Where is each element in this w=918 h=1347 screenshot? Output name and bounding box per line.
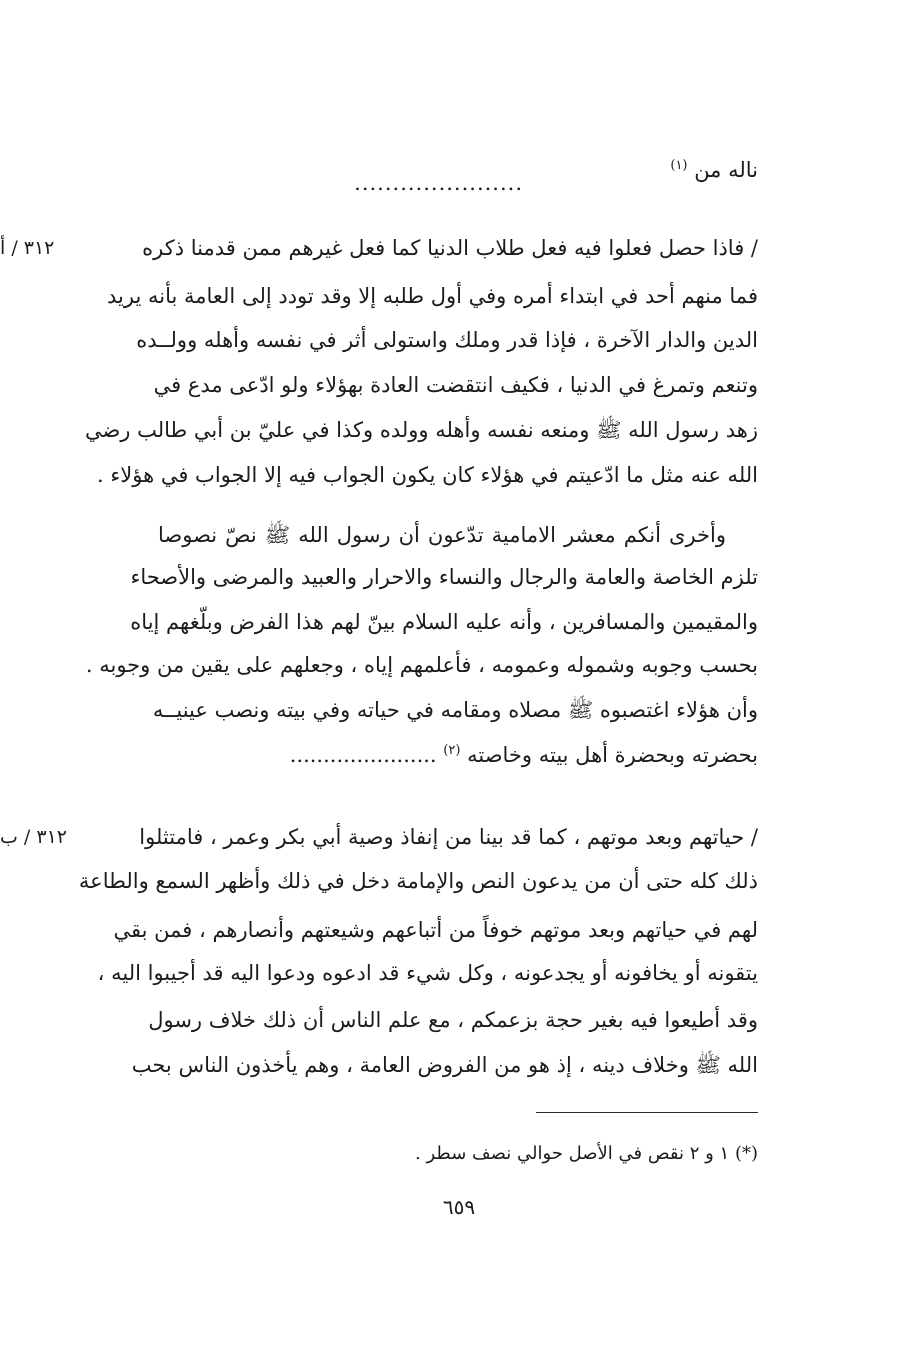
paragraph-2-line-6 <box>290 740 758 770</box>
paragraph-2-last-text: بحضرته وبحضرة أهل بيته وخاصته <box>467 743 758 767</box>
paragraph-3-line-2: ذلك كله حتى أن من يدعون النص والإمامة دخل في ذلك وأظهر السمع والطاعة <box>78 869 758 893</box>
footnote-ref-1: (١) <box>670 158 688 173</box>
page-number: ٦٥٩ <box>442 1195 476 1219</box>
footnote-ref-2: (٢) <box>443 743 461 758</box>
footnote: (*) ١ و ٢ نقص في الأصل حوالي نصف سطر . <box>415 1143 758 1164</box>
paragraph-3-line-3: لهم في حياتهم وبعد موتهم خوفاً من أتباعهم وشيعتهم وأنصارهم ، فمن بقي <box>113 918 758 942</box>
paragraph-1-line-5: زهد رسول الله ﷺ ومنعه نفسه وأهله وولده وكذا في عليّ بن أبي طالب رضي <box>84 418 758 442</box>
paragraph-3-line-1: / حياتهم وبعد موتهم ، كما قد بينا من إنفاذ وصية أبي بكر وعمر ، فامتثلوا <box>139 825 758 849</box>
paragraph-3-line-5: وقد أطيعوا فيه بغير حجة بزعمكم ، مع علم الناس أن ذلك خلاف رسول <box>148 1008 758 1032</box>
paragraph-1-line-3: الدين والدار الآخرة ، فإذا قدر وملك واستولى أثر في نفسه وأهله وولــده <box>136 328 758 352</box>
paragraph-3-line-4: يتقونه أو يخافونه أو يجدعونه ، وكل شيء قد ادعوه ودعوا اليه قد أجيبوا اليه ، <box>97 961 758 985</box>
paragraph-1-line-2: فما منهم أحد في ابتداء أمره وفي أول طلبه إلا وقد تودد إلى العامة بأنه يريد <box>107 284 758 308</box>
margin-folio-312b: ٣١٢ / ب <box>0 826 67 848</box>
paragraph-2-dots: ...................... <box>289 743 437 767</box>
paragraph-2-line-1: وأخرى أنكم معشر الامامية تدّعون أن رسول الله ﷺ نصّ نصوصا <box>158 523 726 547</box>
paragraph-2-line-2: تلزم الخاصة والعامة والرجال والنساء والاحرار والعبيد والمرضى والأصحاء <box>130 565 758 589</box>
paragraph-1-line-4: وتنعم وتمرغ في الدنيا ، فكيف انتقضت العادة بهؤلاء ولو ادّعى مدع في <box>153 373 758 397</box>
header-dots: ...................... <box>354 171 523 195</box>
paragraph-3-line-6: الله ﷺ وخلاف دينه ، إذ هو من الفروض العامة ، وهم يأخذون الناس بحب <box>131 1053 758 1077</box>
footnote-separator <box>536 1112 758 1113</box>
header-line <box>670 155 758 185</box>
paragraph-1-line-6: الله عنه مثل ما ادّعيتم في هؤلاء كان يكون الجواب فيه إلا الجواب في هؤلاء . <box>97 463 758 487</box>
paragraph-2-line-3: والمقيمين والمسافرين ، وأنه عليه السلام بينّ لهم هذا الفرض وبلّغهم إياه <box>130 610 758 634</box>
margin-folio-312a: ٣١٢ / أ <box>0 237 55 259</box>
paragraph-2-line-4: بحسب وجوبه وشموله وعمومه ، فأعلمهم إياه ، وجعلهم على يقين من وجوبه . <box>85 653 758 677</box>
paragraph-2-line-5: وأن هؤلاء اغتصبوه ﷺ مصلاه ومقامه في حياته وفي بيته ونصب عينيــه <box>152 698 758 722</box>
header-text: ناله من <box>694 158 758 182</box>
paragraph-1-line-1: / فاذا حصل فعلوا فيه فعل طلاب الدنيا كما فعل غيرهم ممن قدمنا ذكره <box>142 236 758 260</box>
